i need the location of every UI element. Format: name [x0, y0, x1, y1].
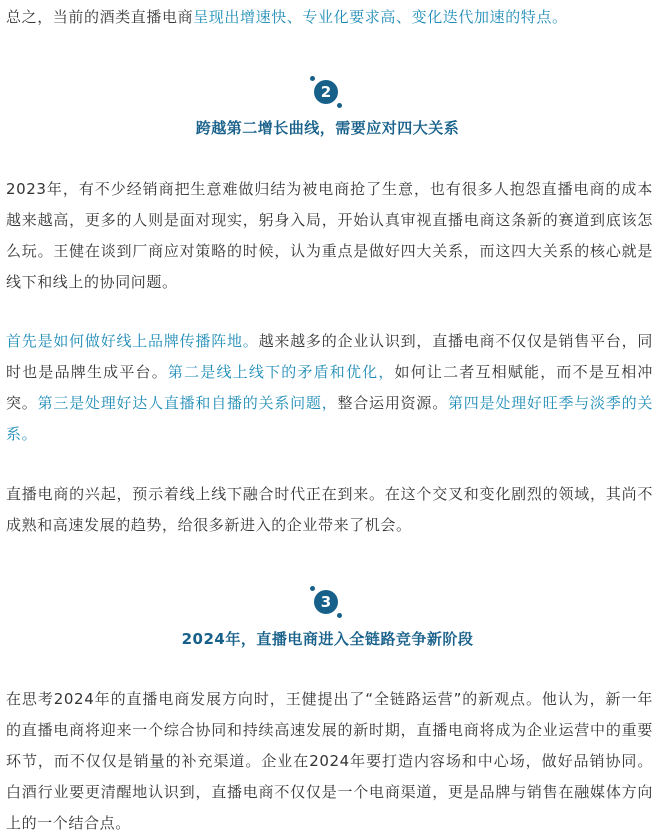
point-2-highlight: 第二是线上线下的矛盾和优化， [167, 363, 395, 381]
intro-highlight: 呈现出增速快、专业化要求高、变化迭代加速的特点。 [193, 8, 568, 26]
point-3-highlight: 第三是处理好达人直播和自播的关系问题， [37, 394, 338, 412]
section-2-paragraph-1: 2023年，有不少经销商把生意难做归结为被电商抢了生意，也有很多人抱怨直播电商的成本越来越高，更多的人则是面对现实，躬身入局，开始认真审视直播电商这条新的赛道到底该怎么玩。王健在谈到厂商应对策略的时候，认为重点是做好四大关系，而这四大关系的核心就是线下和线上的协同问题。 [6, 180, 653, 291]
intro-text: 总之，当前的酒类直播电商 [6, 8, 194, 26]
point-3-text: 整合运用资源。 [337, 394, 448, 412]
point-2-text: 如何让二者互相赋能，而不是互相冲突。 [6, 363, 653, 412]
section-3-paragraph-1: 在思考2024年的直播电商发展方向时，王健提出了“全链路运营”的新观点。他认为，新一年的直播电商将迎来一个综合协同和持续高速发展的新时期，直播电商将成为企业运营中的重要环节，而不仅仅是销量的补充渠道。企业在2024年要打造内容场和中心场，做好品销协同。白酒行业要更清醒地认识到，直播电商不仅仅是一个电商渠道，更是品牌与销售在融媒体方向上的一个结合点。 [6, 690, 653, 832]
section-2-paragraph-3: 直播电商的兴起，预示着线上线下融合时代正在到来。在这个交叉和变化剧烈的领域，其尚不成熟和高速发展的趋势，给很多新进入的企业带来了机会。 [6, 485, 653, 534]
badge-dot-icon [310, 586, 315, 591]
point-1-text: 越来越多的企业认识到，直播电商不仅仅是销售平台，同时也是品牌生成平台。 [6, 332, 653, 381]
intro-paragraph [6, 2, 653, 33]
section-3-badge [310, 586, 342, 618]
section-2-paragraph-2 [6, 326, 653, 450]
section-2-title: 跨越第二增长曲线，需要应对四大关系 [195, 119, 460, 137]
section-3-title: 2024年，直播电商进入全链路竞争新阶段 [181, 630, 474, 648]
badge-dot-icon [337, 103, 342, 108]
section-number: 3 [314, 590, 338, 614]
point-4-highlight: 第四是处理好旺季与淡季的关系。 [6, 394, 653, 443]
section-number: 2 [314, 80, 338, 104]
section-2-badge [310, 76, 342, 108]
badge-dot-icon [337, 613, 342, 618]
point-1-highlight: 首先是如何做好线上品牌传播阵地。 [6, 332, 259, 350]
badge-dot-icon [310, 76, 315, 81]
